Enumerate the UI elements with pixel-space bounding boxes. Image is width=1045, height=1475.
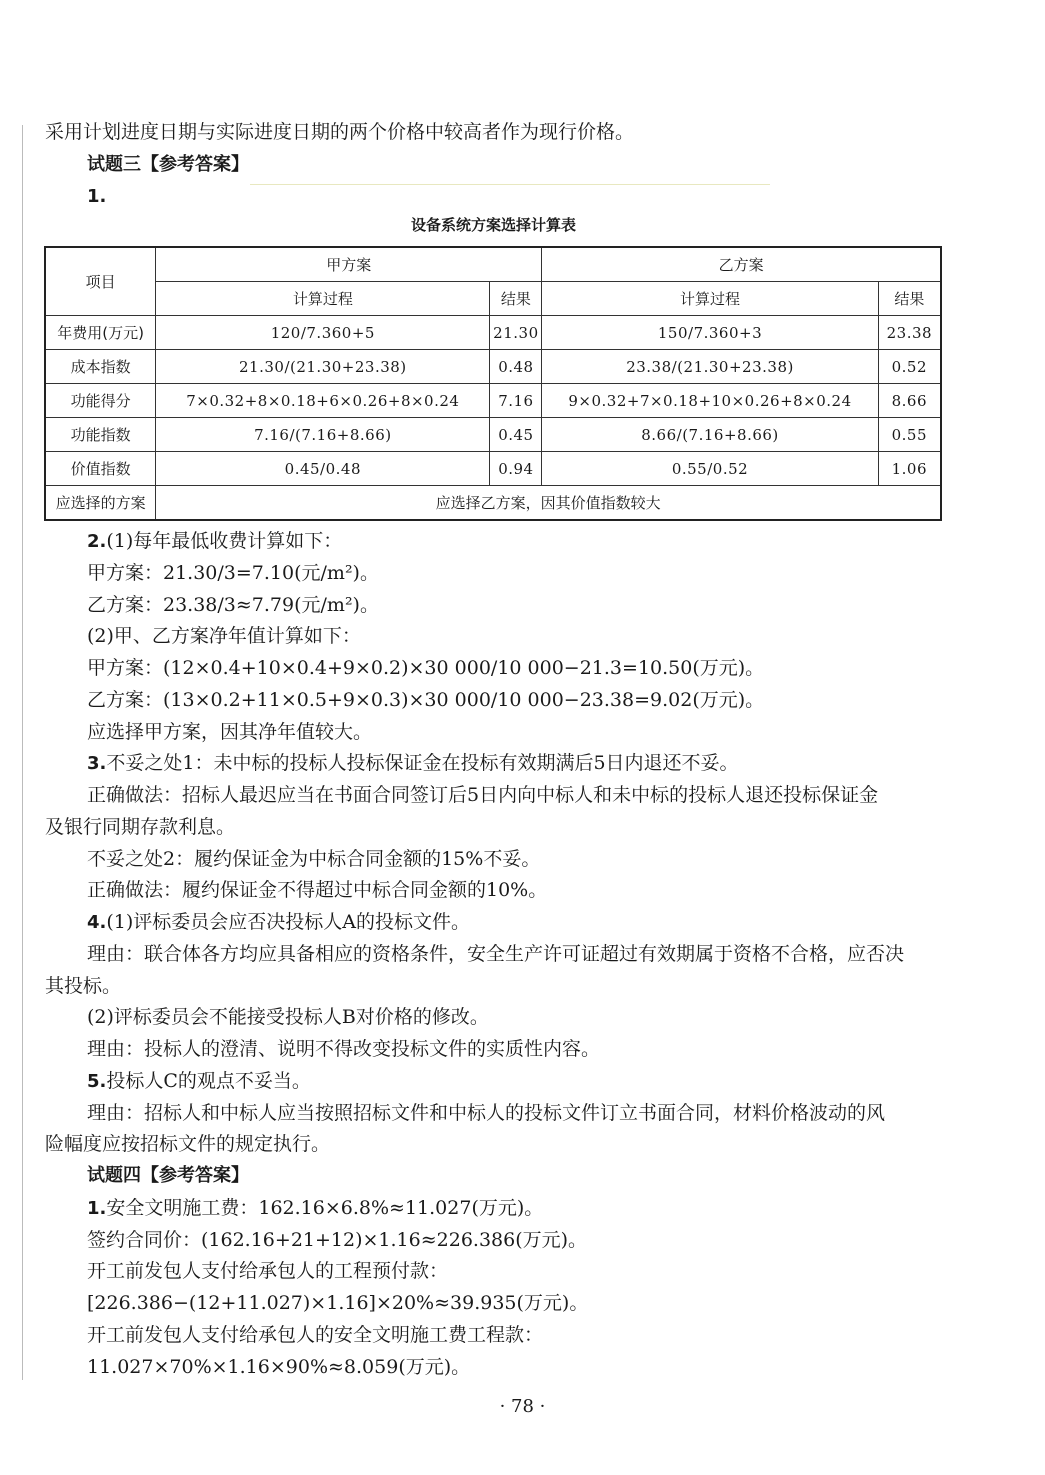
answer-text: 开工前发包人支付给承包人的工程预付款： <box>87 1260 449 1283</box>
answer-text: 开工前发包人支付给承包人的安全文明施工费工程款： <box>87 1323 544 1346</box>
answer-line <box>87 686 987 714</box>
row-a-result: 0.48 <box>490 350 542 384</box>
row-item: 价值指数 <box>45 452 156 486</box>
answer-text: 不妥之处2：履约保证金为中标合同金额的15%不妥。 <box>87 847 541 870</box>
answer-text: (1)评标委员会应否决投标人A的投标文件。 <box>106 911 471 933</box>
answer-line <box>87 1067 987 1096</box>
answer-line <box>45 1130 945 1158</box>
answer-text: 正确做法：履约保证金不得超过中标合同金额的10%。 <box>87 879 548 902</box>
table-row-choice <box>45 486 941 521</box>
intro-line: 采用计划进度日期与实际进度日期的两个价格中较高者作为现行价格。 <box>45 121 635 143</box>
row-a-result: 21.30 <box>490 316 542 350</box>
row-a-calc: 21.30/(21.30+23.38) <box>156 350 490 384</box>
row-item: 成本指数 <box>45 350 156 384</box>
answer-line <box>87 908 987 937</box>
calculation-table <box>44 246 942 521</box>
header-a-calc: 计算过程 <box>156 282 490 316</box>
header-b-result: 结果 <box>878 282 941 316</box>
answer-line <box>45 972 945 1000</box>
answer-line <box>87 1321 987 1349</box>
header-item: 项目 <box>45 247 156 316</box>
answer-line <box>87 1194 987 1223</box>
section-heading: 试题四【参考答案】 <box>87 1165 249 1186</box>
row-item: 功能指数 <box>45 418 156 452</box>
table-row <box>45 350 941 384</box>
row-b-result: 1.06 <box>878 452 941 486</box>
binding-margin-line <box>22 125 23 1380</box>
answer-text: 理由：联合体各方均应具备相应的资格条件，安全生产许可证超过有效期属于资格不合格，应否决 <box>87 942 905 965</box>
row-item: 年费用(万元) <box>45 316 156 350</box>
answer-line <box>87 718 987 746</box>
header-plan-b: 乙方案 <box>542 247 941 282</box>
answer-text: 理由：投标人的澄清、说明不得改变投标文件的实质性内容。 <box>87 1038 601 1060</box>
answer-line <box>87 1099 987 1127</box>
question-number: 3. <box>87 753 107 775</box>
answer-line <box>87 1289 987 1317</box>
row-a-calc: 7×0.32+8×0.18+6×0.26+8×0.24 <box>156 384 490 418</box>
answer-text: [226.386−(12+11.027)×1.16]×20%≈39.935(万元)。 <box>87 1292 589 1314</box>
answer-line <box>87 591 987 619</box>
answer-text: 签约合同价：(162.16+21+12)×1.16≈226.386(万元)。 <box>87 1228 588 1251</box>
answer-text: 乙方案：(13×0.2+11×0.5+9×0.3)×30 000/10 000−23.38=9.02(万元)。 <box>87 688 765 711</box>
answer-line <box>87 1353 987 1381</box>
question-number: 2. <box>87 531 107 552</box>
question-number: 1. <box>87 1197 107 1219</box>
row-b-calc: 0.55/0.52 <box>542 452 878 486</box>
row-b-result: 0.55 <box>878 418 941 452</box>
answer-line <box>87 1226 987 1254</box>
row-b-calc: 150/7.360+3 <box>542 316 878 350</box>
answer-text: 投标人C的观点不妥当。 <box>106 1069 311 1092</box>
answer-line <box>87 559 987 587</box>
question-number: 4. <box>87 912 107 933</box>
choice-label: 应选择的方案 <box>45 486 156 521</box>
answer-line <box>87 527 987 556</box>
row-a-result: 0.45 <box>490 418 542 452</box>
row-b-calc: 8.66/(7.16+8.66) <box>542 418 878 452</box>
answer-line <box>87 940 987 968</box>
row-a-calc: 7.16/(7.16+8.66) <box>156 418 490 452</box>
row-b-result: 23.38 <box>878 316 941 350</box>
answer-line <box>87 749 987 778</box>
answer-line <box>87 654 987 682</box>
answer-text: 险幅度应按招标文件的规定执行。 <box>45 1133 331 1156</box>
answer-line <box>45 813 945 841</box>
header-plan-a: 甲方案 <box>156 247 542 282</box>
answer-line <box>87 1003 987 1031</box>
answer-line <box>87 876 987 904</box>
table-row <box>45 384 941 418</box>
row-b-calc: 9×0.32+7×0.18+10×0.26+8×0.24 <box>542 384 878 418</box>
row-b-calc: 23.38/(21.30+23.38) <box>542 350 878 384</box>
table-row <box>45 418 941 452</box>
answer-line <box>87 1257 987 1285</box>
answer-text: (2)甲、乙方案净年值计算如下： <box>87 625 361 648</box>
row-a-calc: 0.45/0.48 <box>156 452 490 486</box>
header-a-result: 结果 <box>490 282 542 316</box>
question1-number: 1. <box>87 186 107 207</box>
answer-text: 其投标。 <box>45 974 122 997</box>
answer-line <box>87 622 987 650</box>
section3-heading: 试题三【参考答案】 <box>87 154 249 175</box>
row-b-result: 0.52 <box>878 350 941 384</box>
answer-text: 乙方案：23.38/3≈7.79(元/m²)。 <box>87 593 379 616</box>
answer-line <box>87 781 987 809</box>
row-b-result: 8.66 <box>878 384 941 418</box>
table-caption: 设备系统方案选择计算表 <box>410 216 576 234</box>
answer-text: 安全文明施工费：162.16×6.8%≈11.027(万元)。 <box>106 1196 544 1219</box>
answer-line <box>87 845 987 873</box>
row-item: 功能得分 <box>45 384 156 418</box>
answer-text: 11.027×70%×1.16×90%≈8.059(万元)。 <box>87 1355 471 1378</box>
answer-line <box>87 1035 987 1063</box>
answer-text: 正确做法：招标人最迟应当在书面合同签订后5日内向中标人和未中标的投标人退还投标保证金 <box>87 784 879 806</box>
answer-text: 理由：招标人和中标人应当按照招标文件和中标人的投标文件订立书面合同，材料价格波动的风 <box>87 1101 886 1124</box>
row-a-result: 7.16 <box>490 384 542 418</box>
question-number: 5. <box>87 1070 107 1092</box>
table-row <box>45 316 941 350</box>
answer-text: (1)每年最低收费计算如下： <box>106 530 343 552</box>
answer-text: 不妥之处1：未中标的投标人投标保证金在投标有效期满后5日内退还不妥。 <box>106 752 739 775</box>
row-a-calc: 120/7.360+5 <box>156 316 490 350</box>
answer-text: 甲方案：21.30/3=7.10(元/m²)。 <box>87 561 379 584</box>
row-a-result: 0.94 <box>490 452 542 486</box>
header-b-calc: 计算过程 <box>542 282 878 316</box>
answer-text: 应选择甲方案，因其净年值较大。 <box>87 720 373 743</box>
table-row <box>45 452 941 486</box>
answer-text: 甲方案：(12×0.4+10×0.4+9×0.2)×30 000/10 000−21.3=10.50(万元)。 <box>87 657 765 679</box>
answer-text: (2)评标委员会不能接受投标人B对价格的修改。 <box>87 1006 489 1029</box>
answer-text: 及银行同期存款利息。 <box>45 815 236 838</box>
choice-text: 应选择乙方案，因其价值指数较大 <box>156 486 941 521</box>
page-number: · 78 · <box>499 1396 546 1417</box>
